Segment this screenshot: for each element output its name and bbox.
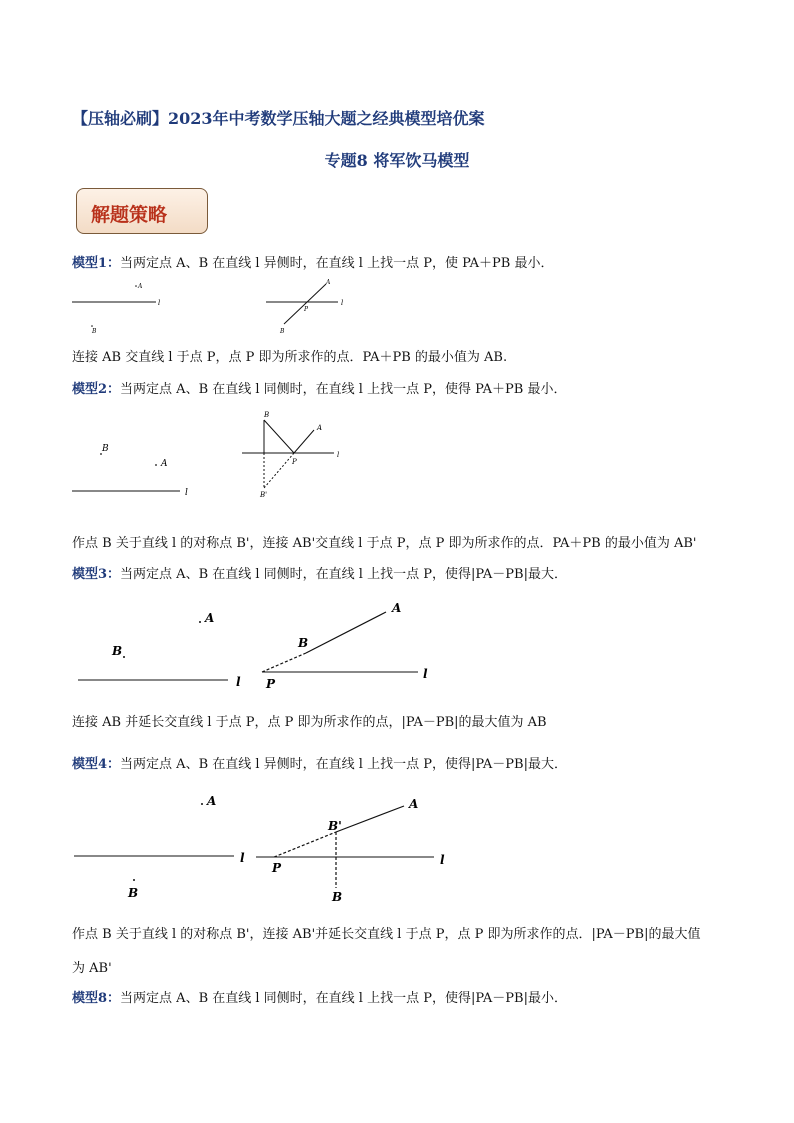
label-b: B [280, 328, 285, 335]
topic-title: 专题8 将军饮马模型 [324, 151, 470, 170]
point-a [135, 285, 137, 287]
label-b-prime: B' [328, 819, 342, 833]
label-a: A [409, 797, 419, 811]
model-4-figure-left [72, 790, 252, 902]
segment-bp [264, 420, 294, 453]
model-3-statement [72, 563, 567, 582]
model-4-answer-line-1: 作点 B 关于直线 l 的对称点 B'，连接 AB'并延长交直线 l 于点 P，点 P 即为所求作的点．|PA－PB|的最大值 [72, 927, 701, 942]
segment-pb-prime [264, 453, 294, 488]
model-3-label: 模型3： [72, 567, 121, 582]
model-2-answer: 作点 B 关于直线 l 的对称点 B'，连接 AB'交直线 l 于点 P，点 P 即为所求作的点．PA＋PB 的最小值为 AB' [72, 536, 697, 551]
label-b: B [332, 890, 343, 904]
model-8-text: 当两定点 A、B 在直线 l 同侧时，在直线 l 上找一点 P，使得|PA－PB|最小． [120, 991, 567, 1006]
label-l: l [240, 851, 245, 865]
model-3-figure-left [72, 600, 252, 692]
model-1-figure-right [262, 278, 362, 338]
label-p: P [266, 677, 276, 691]
model-2-figure-right [238, 408, 350, 500]
segment-ab-prime [336, 806, 404, 832]
label-a: A [317, 424, 323, 432]
segment-pb-prime [274, 832, 336, 857]
segment-pa [294, 430, 314, 453]
label-b: B [112, 644, 123, 658]
model-1-statement [72, 252, 553, 271]
model-3-text: 当两定点 A、B 在直线 l 同侧时，在直线 l 上找一点 P，使得|PA－PB|最大． [120, 567, 567, 582]
model-2-label: 模型2： [72, 382, 121, 397]
strategy-banner [76, 188, 208, 234]
model-3-answer: 连接 AB 并延长交直线 l 于点 P，点 P 即为所求作的点，|PA－PB|的最大值为 AB [72, 715, 547, 730]
model-4-statement [72, 753, 567, 772]
label-a: A [392, 601, 402, 615]
label-l: l [423, 667, 428, 681]
segment-ab [284, 284, 326, 324]
label-a: A [138, 283, 143, 290]
label-a: A [326, 279, 331, 286]
document-title: 【压轴必刷】2023年中考数学压轴大题之经典模型培优案 [72, 109, 485, 128]
model-2-figure-left [68, 436, 198, 502]
label-a: A [207, 794, 217, 808]
label-b: B [264, 411, 270, 419]
segment-ab [306, 612, 386, 653]
point-b [133, 879, 135, 881]
label-p: P [272, 861, 282, 875]
label-a: A [161, 459, 168, 469]
label-b-prime: B' [260, 491, 268, 499]
segment-bp-extension [262, 653, 306, 672]
model-4-figure-right [254, 790, 454, 906]
point-b [123, 656, 125, 658]
model-8-statement [72, 987, 567, 1006]
model-1-text: 当两定点 A、B 在直线 l 异侧时，在直线 l 上找一点 P，使 PA＋PB 最小． [120, 256, 554, 271]
model-1-answer: 连接 AB 交直线 l 于点 P，点 P 即为所求作的点．PA＋PB 的最小值为 AB. [72, 350, 508, 365]
label-l: l [185, 488, 188, 498]
label-l: l [236, 675, 241, 689]
label-p: P [304, 306, 309, 313]
model-8-label: 模型8： [72, 991, 121, 1006]
label-l: l [158, 299, 161, 307]
model-3-figure-right [256, 596, 442, 692]
model-4-label: 模型4： [72, 757, 121, 772]
model-1-figure-left [68, 278, 178, 336]
label-l: l [337, 451, 340, 459]
point-a [155, 464, 157, 466]
point-a [201, 803, 203, 805]
label-b: B [92, 328, 97, 335]
model-4-answer-line-2: 为 AB' [72, 961, 112, 976]
point-b [91, 325, 93, 327]
model-1-label: 模型1： [72, 256, 121, 271]
label-l: l [440, 853, 445, 867]
label-p: P [292, 458, 297, 466]
point-a [199, 621, 201, 623]
label-b: B [298, 636, 309, 650]
strategy-label: 解题策略 [91, 204, 168, 226]
label-b: B [102, 444, 109, 454]
model-4-text: 当两定点 A、B 在直线 l 异侧时，在直线 l 上找一点 P，使得|PA－PB|最大． [120, 757, 567, 772]
model-2-statement [72, 378, 566, 397]
label-b: B [128, 886, 139, 900]
label-l: l [341, 299, 344, 307]
model-2-text: 当两定点 A、B 在直线 l 同侧时，在直线 l 上找一点 P，使得 PA＋PB 最小． [120, 382, 567, 397]
label-a: A [205, 611, 215, 625]
